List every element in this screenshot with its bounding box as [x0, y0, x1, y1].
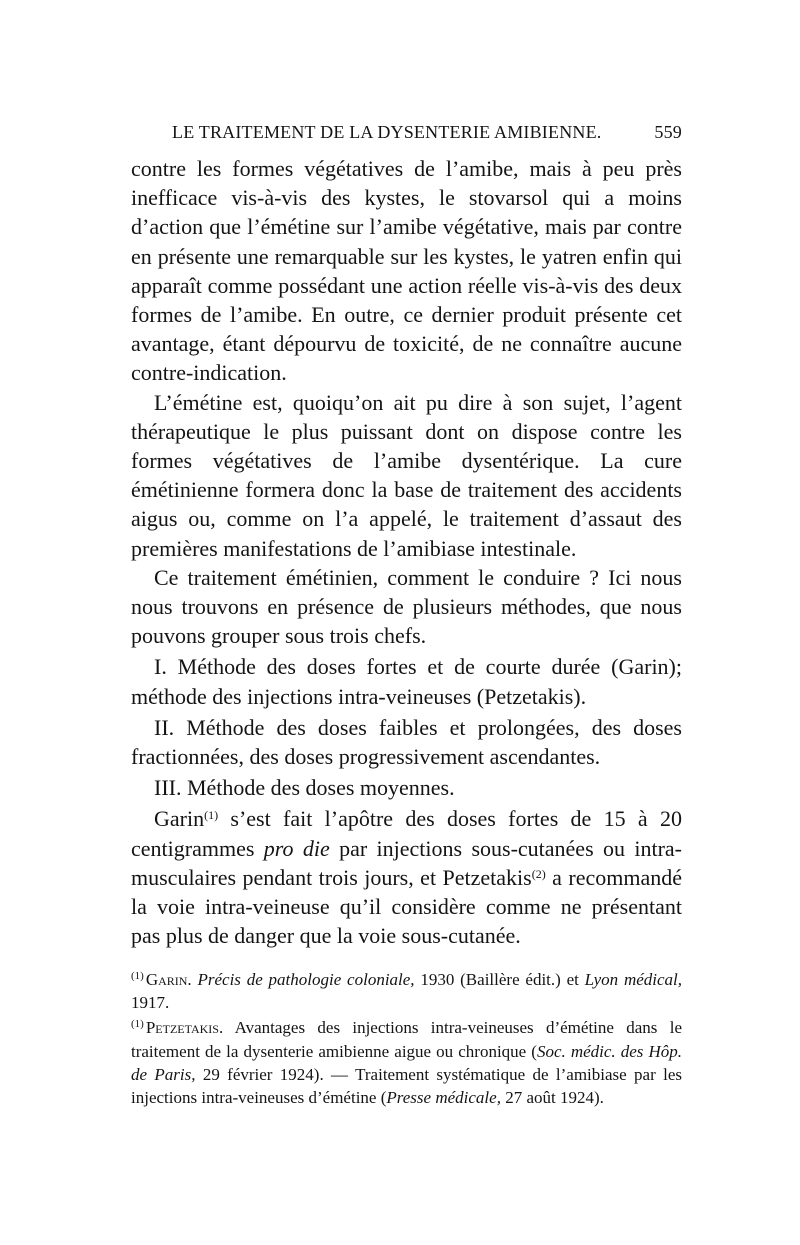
- method-item-2: II. Méthode des doses faibles et prolongées, des doses fractionnées, des doses progressivement ascendantes.: [131, 714, 682, 770]
- footnote-2-text-2: 29 février 1924). — Traitement systématique de l’amibiase par les injections intra-veineuses d’émétine (: [131, 1064, 682, 1108]
- footnote-2-mark: (1): [131, 1018, 144, 1031]
- garin-text: s’est fait l’apôtre des doses fortes de 15 à 20 centigrammes: [131, 806, 682, 861]
- footnote-2-author: Petzetakis.: [145, 1018, 224, 1038]
- footnote-1-journal: Lyon médical,: [584, 970, 683, 989]
- footnote-2-journal-2: Presse médicale,: [386, 1088, 501, 1108]
- method-item-1: I. Méthode des doses fortes et de courte durée (Garin); méthode des injections intra-veineuses (Petzetakis).: [131, 654, 682, 709]
- footnote-2-text: Avantages des injections intra-veineuses d’émétine dans le traitement de la dysenterie amibienne aigue ou chronique (: [131, 1018, 682, 1061]
- garin-name: Garin: [154, 806, 205, 832]
- page-number: 559: [654, 122, 682, 142]
- footnote-2-text-3: 27 août 1924).: [500, 1088, 604, 1108]
- paragraph-methods-intro: Ce traitement émétinien, comment le conduire ? Ici nous nous trouvons en présence de plusieurs méthodes, que nous pouvons grouper sous trois chefs.: [131, 564, 682, 649]
- footnote-ref-2: (2): [531, 866, 546, 881]
- method-item-3: III. Méthode des doses moyennes.: [154, 775, 455, 801]
- paragraph-garin: [131, 804, 682, 950]
- paragraph-emetine: L’émétine est, quoiqu’on ait pu dire à son sujet, l’agent thérapeutique le plus puissant dont on dispose contre les formes végétatives de l’amibe dysentérique. La cure émétinienne formera donc la base de traitement des accidents aigus ou, comme on l’a appelé, le traitement d’assaut des premières manifestations de l’amibiase intestinale.: [131, 389, 682, 561]
- footnote-1-text: 1930 (Baillère édit.) et: [414, 970, 585, 989]
- footnote-2: [131, 1016, 682, 1109]
- footnote-ref-1: (1): [204, 808, 219, 823]
- footnote-2-journal-1: Soc. médic. des Hôp. de Paris,: [131, 1041, 683, 1084]
- pro-die-italic: pro die: [263, 835, 330, 861]
- running-title: LE TRAITEMENT DE LA DYSENTERIE AMIBIENNE.: [172, 122, 602, 142]
- footnote-1: [131, 968, 682, 1014]
- main-text: [131, 154, 682, 950]
- footnote-1-year: 1917.: [131, 993, 170, 1013]
- footnote-1-title: Précis de pathologie coloniale,: [197, 970, 415, 989]
- garin-text-3: a recommandé la voie intra-veineuse qu’il considère comme ne présentant pas plus de danger que la voie sous-cutanée.: [131, 864, 682, 949]
- garin-text-2: par injections sous-cutanées ou intra-musculaires pendant trois jours, et Petzetakis: [131, 835, 682, 890]
- footnote-1-mark: (1): [131, 970, 144, 982]
- footnote-1-author: Garin.: [145, 970, 192, 989]
- paragraph-continued: contre les formes végétatives de l’amibe, mais à peu près inefficace vis-à-vis des kystes, le stovarsol qui a moins d’action que l’émétine sur l’amibe végétative, mais par contre en présente une remarquable sur les kystes, le yatren enfin qui apparaît comme possédant une action réelle vis-à-vis des deux formes de l’amibe. En outre, ce dernier produit présente cet avantage, étant dépourvu de toxicité, de ne connaître aucune contre-indication.: [131, 156, 682, 386]
- footnotes: [131, 968, 682, 1109]
